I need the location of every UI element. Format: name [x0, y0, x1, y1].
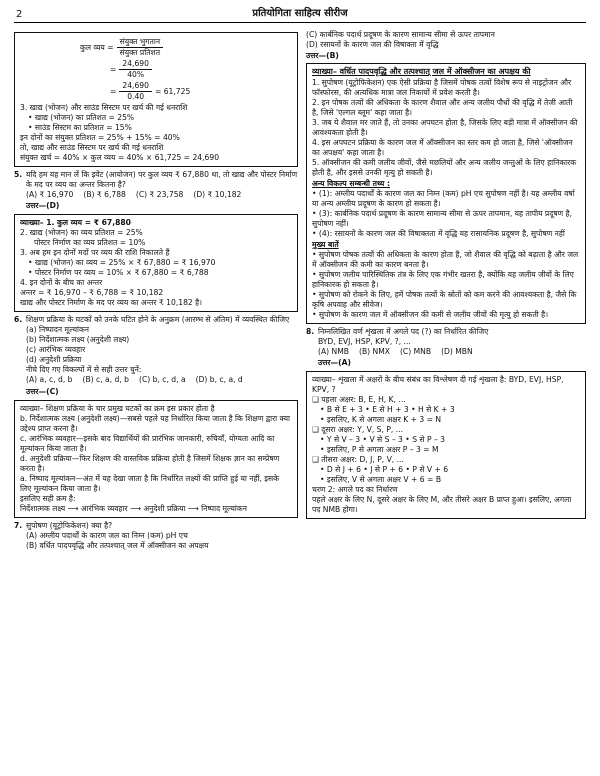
question-8 [306, 327, 586, 369]
solution-box-q5 [14, 214, 298, 312]
question-7 [14, 521, 298, 551]
option-d: (D) ₹ 10,182 [193, 190, 242, 200]
box-line: निर्देशात्मक लक्ष्य ⟶ आरंभिक व्यवहार ⟶ अनुदेशी प्रक्रिया ⟶ निष्पाद मूल्यांकन [20, 503, 247, 513]
option-c: (C) b, c, d, a [139, 375, 186, 385]
left-column [14, 30, 298, 551]
fact: • (1): अम्लीय पदार्थों के कारण जल का निम्न (कम) pH एच सुपोषण नहीं है। यह अम्लीय वर्षा या अन्य अम्लीय प्रदूषण के कारण हो सकता है। [312, 188, 575, 208]
box-line: व्याख्या– 1. कुल व्यय = ₹ 67,880 [20, 218, 131, 228]
box-line: पोस्टर निर्माण का व्यय प्रतिशत = 10% [34, 238, 146, 248]
fact: • (4): रसायनों के कारण जल की विषाक्तता में वृद्धि यह रासायनिक प्रदूषण है, सुपोषण नहीं [312, 228, 565, 238]
solution-box-total-expense [14, 32, 298, 167]
box-line: • पोस्टर निर्माण पर व्यय = 10% × ₹ 67,880 = ₹ 6,788 [28, 268, 209, 278]
options [26, 375, 298, 385]
box-heading: व्याख्या– वर्धित पादपवृद्धि और तत्पश्चात् जल में ऑक्सीजन का अपक्षय की [312, 67, 531, 77]
fraction-numerator: 24,690 [119, 81, 152, 92]
point: 1. सुपोषण (यूट्रोफिकेशन) एक ऐसी प्रक्रिया है जिसमें पोषक तत्वों विशेष रूप से नाइट्रोजन और फॉस्फोरस, की अत्यधिक मात्रा जल निकायों में प्रवेश करती है। [312, 77, 572, 97]
options [26, 190, 298, 200]
item-a: (a) निष्पादन मूल्यांकन [26, 325, 89, 335]
box-line: b. निर्देशात्मक लक्ष्य (अनुदेशी लक्ष्य)—सबसे पहले यह निर्धारित किया जाता है कि शिक्षण द्वारा क्या उद्देश्य प्राप्त करना है। [20, 413, 290, 433]
box-line: खाद्य और पोस्टर निर्माण के मद पर व्यय का अन्तर ₹ 10,182 है। [20, 298, 203, 308]
box-line: ❑ तीसरा अक्षर: D, J, P, V, ... [312, 455, 404, 465]
formula-eq: = [110, 86, 117, 96]
item-d: (d) अनुदेशी प्रक्रिया [26, 355, 82, 365]
fraction-denominator: संयुक्त प्रतिशत [119, 48, 161, 58]
box-line: • Y से V – 3 • V से S – 3 • S से P – 3 [320, 435, 446, 445]
option-d: (D) रसायनों के कारण जल की विषाक्ता में वृद्धि [306, 40, 439, 50]
question-6 [14, 315, 298, 397]
item-c: (c) आरंभिक व्यवहार [26, 345, 86, 355]
main-point: • सुपोषण के कारण जल में ऑक्सीजन की कमी से जलीय जीवों की मृत्यु हो सकती है। [312, 309, 549, 319]
fact: • (3): कार्बनिक पदार्थ प्रदूषण के कारण सामान्य सीमा से ऊपर तापमान, यह तापीय प्रदूषण है, सुपोषण नहीं। [312, 208, 572, 228]
item-b: (b) निर्देशात्मक लक्ष्य (अनुदेशी लक्ष्य) [26, 335, 130, 345]
page-number: 2 [16, 9, 23, 20]
box-line: ❑ पहला अक्षर: B, E, H, K, ... [312, 395, 406, 405]
fraction-1 [117, 37, 163, 58]
formula-2 [20, 59, 292, 80]
formula-3 [20, 81, 292, 102]
point: 4. इस अपघटन प्रक्रिया के कारण जल में ऑक्सीजन का स्तर कम हो जाता है, जिसे 'ऑक्सीजन का अपक्षय' कहा जाता है। [312, 137, 573, 157]
option-b: (B) c, a, d, b [82, 375, 130, 385]
fraction-denominator: 40% [127, 70, 145, 80]
question-number: 6. [14, 315, 23, 325]
letter-series: BYD, EVJ, HSP, KPV, ?, ... [318, 336, 411, 346]
box-line: व्याख्या– शिक्षण प्रक्रिया के चार प्रमुख घटकों का क्रम इस प्रकार होता है [20, 403, 215, 413]
option-a: (A) NMB [318, 347, 349, 356]
right-column [306, 30, 586, 522]
option-a: (A) अम्लीय पदार्थों के कारण जल का निम्न (कम) pH एच [26, 530, 188, 540]
option-c: (C) MNB [399, 347, 432, 356]
box-line: • खाद्य (भोजन) का प्रतिशत = 25% [28, 113, 135, 123]
formula-1 [20, 37, 292, 58]
question-number: 7. [14, 520, 23, 530]
fraction-numerator: 24,690 [119, 59, 152, 70]
fraction-numerator: संयुक्त भुगतान [117, 37, 163, 48]
option-c: (C) कार्बनिक पदार्थ प्रदूषण के कारण सामान्य सीमा से ऊपर तापमान [306, 30, 495, 39]
box-line: • खाद्य (भोजन) का व्यय = 25% × ₹ 67,880 = ₹ 16,970 [28, 258, 216, 268]
box-line: • इसलिए, V से अगला अक्षर V + 6 = B [320, 475, 442, 485]
main-heading: मुख्य बातें [312, 239, 339, 249]
box-line: ❑ दूसरा अक्षर: Y, V, S, P, ... [312, 425, 403, 435]
box-line: • D से J + 6 • J से P + 6 • P से V + 6 [320, 465, 449, 475]
options [318, 347, 586, 357]
point: 2. इन पोषक तत्वों की अधिकता के कारण शैवाल और अन्य जलीय पौधों की वृद्धि में तेजी आती है, जिसे 'एल्गल ब्लूम' कहा जाता है। [312, 97, 573, 117]
solution-box-q7 [306, 63, 586, 324]
formula-result: = 61,725 [154, 86, 191, 96]
answer: उत्तर—(C) [26, 386, 59, 396]
box-line: • साउंड सिस्टम का प्रतिशत = 15% [28, 123, 132, 133]
formula-eq: = [110, 64, 117, 74]
box-line: व्याख्या– शृंखला में अक्षरों के बीच संबंध का विश्लेषण दी गई शृंखला है: BYD, EVJ, HSP, KPV, ? [312, 375, 564, 395]
point: 5. ऑक्सीजन की कमी जलीय जीवों, जैसे मछलियों और अन्य जलीय जन्तुओं के लिए हानिकारक होती है, और इससे उनकी मृत्यु हो सकती है। [312, 157, 577, 177]
solution-box-q6 [14, 400, 298, 518]
box-line: चरण 2: अगले पद का निर्धारण [312, 485, 398, 495]
box-line: इन दोनों का संयुक्त प्रतिशत = 25% + 15% = 40% [20, 133, 180, 143]
question-prompt: नीचे दिए गए विकल्पों में से सही उत्तर चुनें: [26, 365, 142, 375]
box-line: • इसलिए, K से अगला अक्षर K + 3 = N [320, 415, 442, 425]
fraction-denominator: 0.40 [127, 92, 145, 102]
box-line: इसलिए सही क्रम है: [20, 493, 76, 503]
question-text: सुपोषण (यूट्रोफिकेशन) क्या है? [26, 520, 113, 530]
page-title: प्रतियोगिता साहित्य सीरीज [252, 8, 348, 19]
question-text: निम्नलिखित वर्ण शृंखला में अगले पद (?) का निर्धारित कीजिए [318, 326, 489, 336]
box-line: संयुक्त खर्च = 40% × कुल व्यय = 40% × 61,725 = 24,690 [20, 153, 220, 163]
box-line: 4. इन दोनों के बीच का अन्तर [20, 278, 103, 288]
main-point: • सुपोषण को रोकने के लिए, हमें पोषक तत्वों के स्रोतों को कम करने की आवश्यकता है, जैसे कि कृषि अपवाह और सीवेज। [312, 289, 577, 309]
box-line: d. अनुदेशी प्रक्रिया—फिर शिक्षण की वास्तविक प्रक्रिया होती है जिसमें शिक्षक ज्ञान का सम्प्रेषण करता है। [20, 453, 280, 473]
question-number: 8. [306, 326, 315, 336]
answer: उत्तर—(A) [318, 358, 351, 368]
formula-lhs: कुल व्यय = [80, 42, 114, 52]
question-text: यदि हम यह मान लें कि इवेंट (आयोजन) पर कुल व्यय ₹ 67,880 था, तो खाद्य और पोस्टर निर्माण के मद पर व्यय का अन्तर कितना है? [26, 170, 298, 190]
main-point: • सुपोषण पोषक तत्वों की अधिकता के कारण होता है, जो शैवाल की वृद्धि को बढ़ाता है और जल में ऑक्सीजन की कमी का कारण बनता है। [312, 249, 579, 269]
option-b: (B) ₹ 6,788 [83, 190, 126, 200]
option-a: (A) ₹ 16,970 [26, 190, 74, 200]
sub-heading: अन्य विकल्प सम्बन्धी तथ्य : [312, 178, 390, 188]
box-line: पहले अक्षर के लिए N, दूसरे अक्षर के लिए M, और तीसरे अक्षर B प्राप्त हुआ। इसलिए, अगला पद NMB होगा। [312, 495, 572, 515]
option-c: (C) ₹ 23,758 [135, 190, 184, 200]
fraction-3 [119, 81, 152, 102]
box-line: c. आरंभिक व्यवहार—इसके बाद विद्यार्थियों की प्रारंभिक जानकारी, रुचियाँ, योग्यता आदि का मूल्यांकन किया जाता है। [20, 433, 275, 453]
box-line: 3. अब हम इन दोनों मदों पर व्यय की राशि निकालते हैं [20, 248, 170, 258]
option-d: (D) b, c, a, d [195, 375, 243, 385]
option-d: (D) MBN [441, 347, 473, 356]
question-5 [14, 170, 298, 212]
question-number: 5. [14, 170, 23, 180]
box-line: 3. खाद्य (भोजन) और साउंड सिस्टम पर खर्च की गई धनराशि [20, 103, 188, 113]
box-line: • B से E + 3 • E से H + 3 • H से K + 3 [320, 405, 455, 415]
box-line: तो, खाद्य और साउंड सिस्टम पर खर्च की गई धनराशि [20, 143, 164, 153]
fraction-2 [119, 59, 152, 80]
box-line: a. निष्पाद मूल्यांकन—अंत में यह देखा जाता है कि निर्धारित लक्ष्यों की प्राप्ति हुई या नहीं, इसके लिए मूल्यांकन किया जाता है। [20, 473, 279, 493]
box-line: 2. खाद्य (भोजन) का व्यय प्रतिशत = 25% [20, 228, 143, 238]
option-a: (A) a, c, d, b [26, 375, 73, 385]
option-b: (B) NMX [358, 347, 390, 356]
page-header [14, 6, 586, 23]
question-text: शिक्षण प्रक्रिया के घटकों को उनके घटित होने के अनुक्रम (आरम्भ से अंतिम) में व्यवस्थित कीजिए [26, 315, 290, 325]
box-line: अन्तर = ₹ 16,970 – ₹ 6,788 = ₹ 10,182 [20, 288, 164, 298]
solution-box-q8 [306, 371, 586, 519]
option-b: (B) वर्धित पादपवृद्धि और तत्पश्चात् जल में ऑक्सीजन का अपक्षय [26, 540, 209, 550]
box-line: • इसलिए, P से अगला अक्षर P – 3 = M [320, 445, 439, 455]
answer: उत्तर—(B) [306, 51, 339, 61]
point: 3. जब ये शैवाल मर जाते हैं, तो उनका अपघटन होता है, जिसके लिए बड़ी मात्रा में ऑक्सीजन की आवश्यकता होती है। [312, 117, 578, 137]
main-point: • सुपोषण जलीय पारिस्थितिक तंत्र के लिए एक गंभीर खतरा है, क्योंकि यह जलीय जीवों के लिए हानिकारक हो सकता है। [312, 269, 574, 289]
answer: उत्तर—(D) [26, 201, 60, 211]
